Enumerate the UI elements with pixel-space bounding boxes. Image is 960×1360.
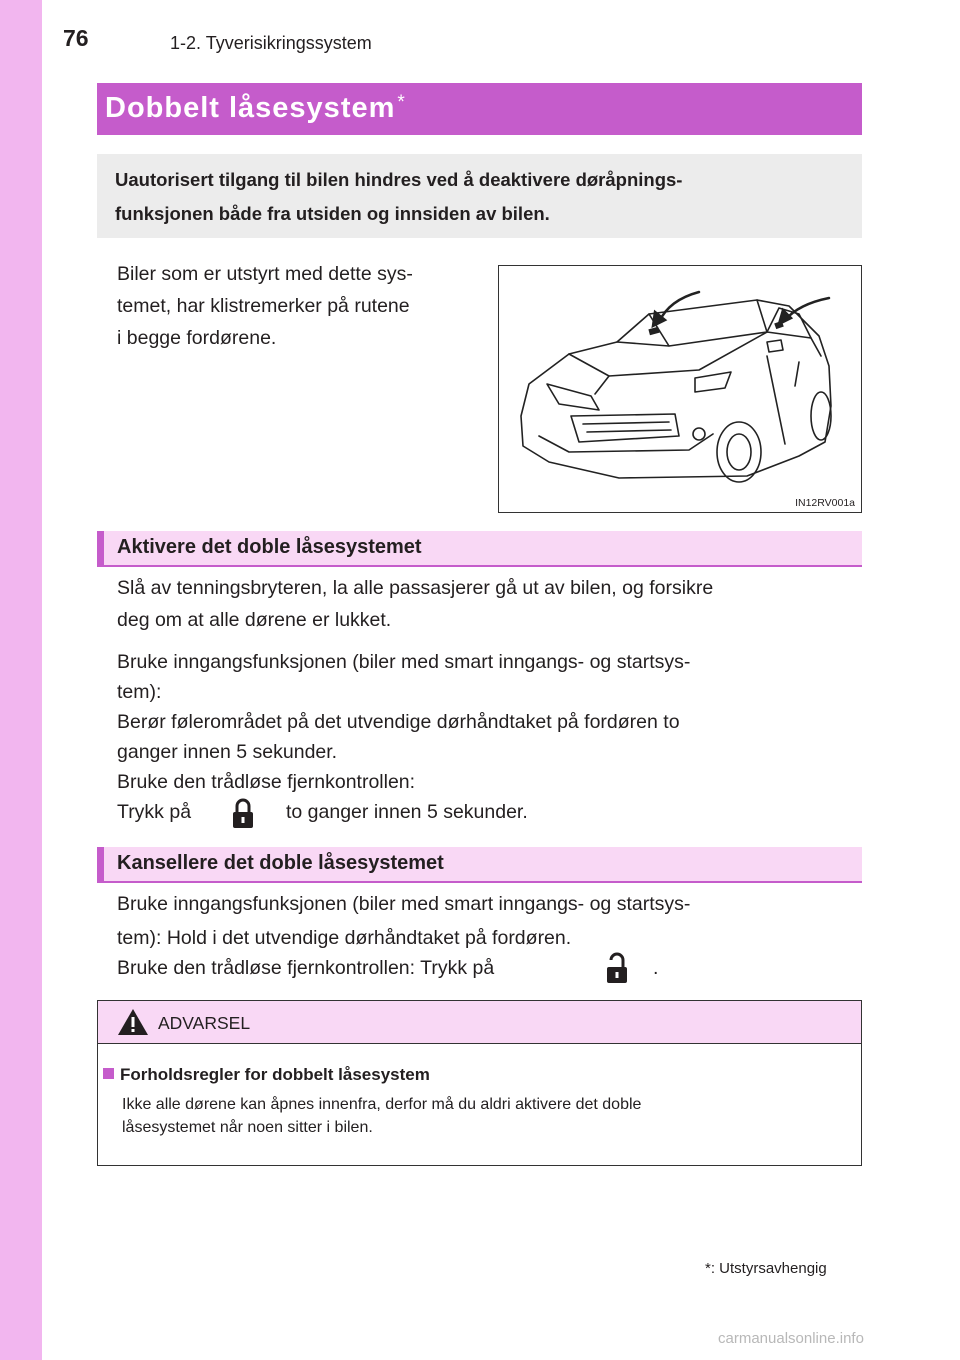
intro-line-1: Uautorisert tilgang til bilen hindres ved å deaktivere døråpnings- bbox=[115, 169, 683, 190]
activate-p1-line-1: Slå av tenningsbryteren, la alle passasjerer gå ut av bilen, og forsikre bbox=[117, 577, 714, 599]
lock-icon bbox=[230, 796, 256, 837]
activate-p1-line-2: deg om at alle dørene er lukket. bbox=[117, 609, 392, 631]
unlock-icon bbox=[604, 950, 632, 993]
activate-p2-line-3: Berør følerområdet på det utvendige dørhåndtaket på fordøren to bbox=[117, 711, 680, 733]
warning-line-2: låsesystemet når noen sitter i bilen. bbox=[122, 1119, 373, 1136]
activate-p2-line-1: Bruke inngangsfunksjonen (biler med smart inngangs- og startsys- bbox=[117, 651, 691, 673]
cancel-line-1: Bruke inngangsfunksjonen (biler med smart inngangs- og startsys- bbox=[117, 893, 691, 915]
activate-p2-line-6-pre: Trykk på bbox=[117, 801, 192, 823]
footnote bbox=[705, 1260, 827, 1277]
footnote-asterisk: * bbox=[705, 1260, 711, 1277]
warning-triangle-icon bbox=[116, 1007, 150, 1042]
cancel-line-3-pre: Bruke den trådløse fjernkontrollen: Trykk på bbox=[117, 957, 495, 979]
page-number: 76 bbox=[63, 25, 89, 51]
car-drawing bbox=[499, 266, 861, 512]
intro-box bbox=[97, 154, 862, 238]
warning-line-1: Ikke alle dørene kan åpnes innenfra, derfor må du aldri aktivere det doble bbox=[122, 1096, 642, 1113]
cancel-line-3-post: . bbox=[653, 957, 659, 979]
figure-code: IN12RV001a bbox=[795, 497, 855, 509]
section-heading-activate bbox=[97, 531, 862, 567]
activate-p2-line-5: Bruke den trådløse fjernkontrollen: bbox=[117, 771, 416, 793]
bullet-square-icon bbox=[103, 1068, 114, 1079]
activate-p2-line-2: tem): bbox=[117, 681, 162, 703]
activate-p2-line-6-post: to ganger innen 5 sekunder. bbox=[286, 801, 528, 823]
description-line-1: Biler som er utstyrt med dette sys- bbox=[117, 263, 413, 285]
warning-label: ADVARSEL bbox=[158, 1013, 251, 1033]
car-illustration bbox=[498, 265, 862, 513]
watermark: carmanualsonline.info bbox=[718, 1330, 864, 1347]
activate-p2-line-4: ganger innen 5 sekunder. bbox=[117, 741, 338, 763]
footnote-text: : Utstyrsavhengig bbox=[710, 1260, 827, 1277]
chapter-side-tab bbox=[0, 0, 42, 1360]
section-title-activate: Aktivere det doble låsesystemet bbox=[117, 536, 422, 558]
running-head: 1-2. Tyverisikringssystem bbox=[170, 33, 372, 53]
intro-line-2: funksjonen både fra utsiden og innsiden av bilen. bbox=[115, 203, 550, 224]
title-bar bbox=[97, 83, 862, 135]
section-title-cancel: Kansellere det doble låsesystemet bbox=[117, 852, 444, 874]
description-line-2: temet, har klistremerker på rutene bbox=[117, 295, 410, 317]
cancel-line-2: tem): Hold i det utvendige dørhåndtaket på fordøren. bbox=[117, 927, 572, 949]
description-line-3: i begge fordørene. bbox=[117, 327, 277, 349]
page-title bbox=[105, 92, 406, 125]
warning-subheading-text: Forholdsregler for dobbelt låsesystem bbox=[120, 1065, 430, 1084]
warning-box bbox=[97, 1000, 862, 1166]
warning-subheading bbox=[103, 1065, 430, 1085]
warning-text bbox=[122, 1093, 641, 1139]
warning-header bbox=[98, 1001, 861, 1044]
title-asterisk: * bbox=[397, 92, 406, 113]
page-title-text: Dobbelt låsesystem bbox=[105, 92, 396, 124]
section-heading-cancel bbox=[97, 847, 862, 883]
